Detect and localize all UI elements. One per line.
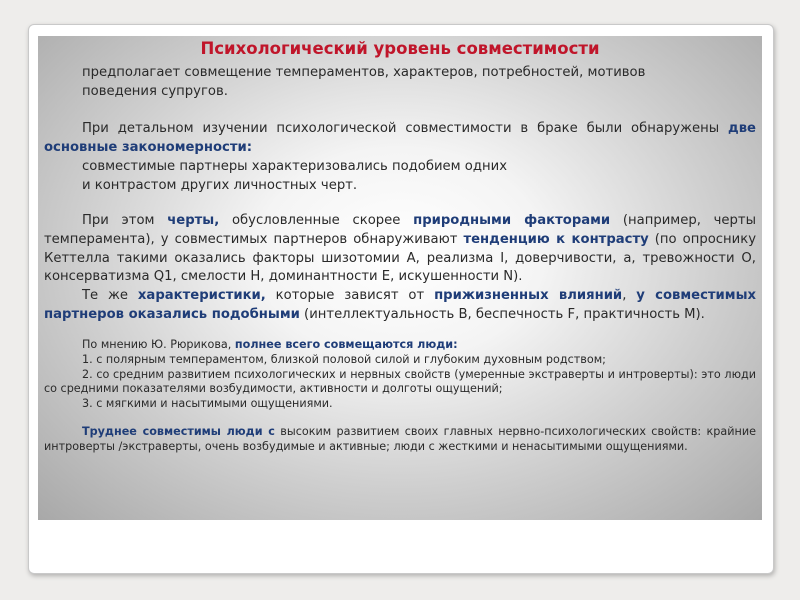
list-item: 2. со средним развитием психологических и нервных свойств (умеренные экстраверты и интроверты): это люди со средними показателями возбудимости, активности и долготы ощущений; bbox=[44, 367, 756, 396]
highlight-two-regularities: две основные закономерности: bbox=[44, 121, 756, 156]
paragraph-definition: предполагает совмещение темпераментов, характеров, потребностей, мотивов поведения супругов. bbox=[82, 65, 646, 99]
paragraph-lifetime-influences: Те же характеристики, которые зависят от прижизненных влияний, у совместимых партнеров оказались подобными (интеллектуальность В, беспечность F, практичность М). bbox=[44, 288, 756, 322]
paragraph-regularities: При детальном изучении психологической совместимости в браке были обнаружены две основные закономерности: bbox=[44, 121, 756, 156]
slide-title: Психологический уровень совместимости bbox=[200, 39, 600, 58]
content-panel bbox=[38, 36, 762, 520]
paragraph-natural-factors: При этом черты, обусловленные скорее природными факторами (например, черты темперамента), у совместимых партнеров обнаруживают тенденцию к контрасту (по опроснику Кеттелла такими оказались факторы шизотомии А, реализма I, доверчивости, а, тревожности О, консерватизма Q1, смелости Н, доминантности Е, искушенности N). bbox=[44, 213, 757, 285]
slide-body bbox=[44, 64, 756, 455]
list-item: 1. с полярным темпераментом, близкой половой силой и глубоким духовным родством; bbox=[82, 353, 606, 367]
paragraph-similarity-contrast: совместимые партнеры характеризовались подобием одних и контрастом других личностных черт. bbox=[82, 158, 507, 193]
paragraph-harder-compatible: Труднее совместимы люди с высоким развитием своих главных нервно-психологических свойств: крайние интроверты /экстраверты, очень возбудимые и активные; люди с жесткими и ненасытимыми ощущениями. bbox=[44, 425, 756, 453]
list-item: 3. с мягкими и насытимыми ощущениями. bbox=[82, 396, 333, 410]
paragraph-ryurikov: По мнению Ю. Рюрикова, полнее всего совмещаются люди: bbox=[82, 338, 458, 352]
